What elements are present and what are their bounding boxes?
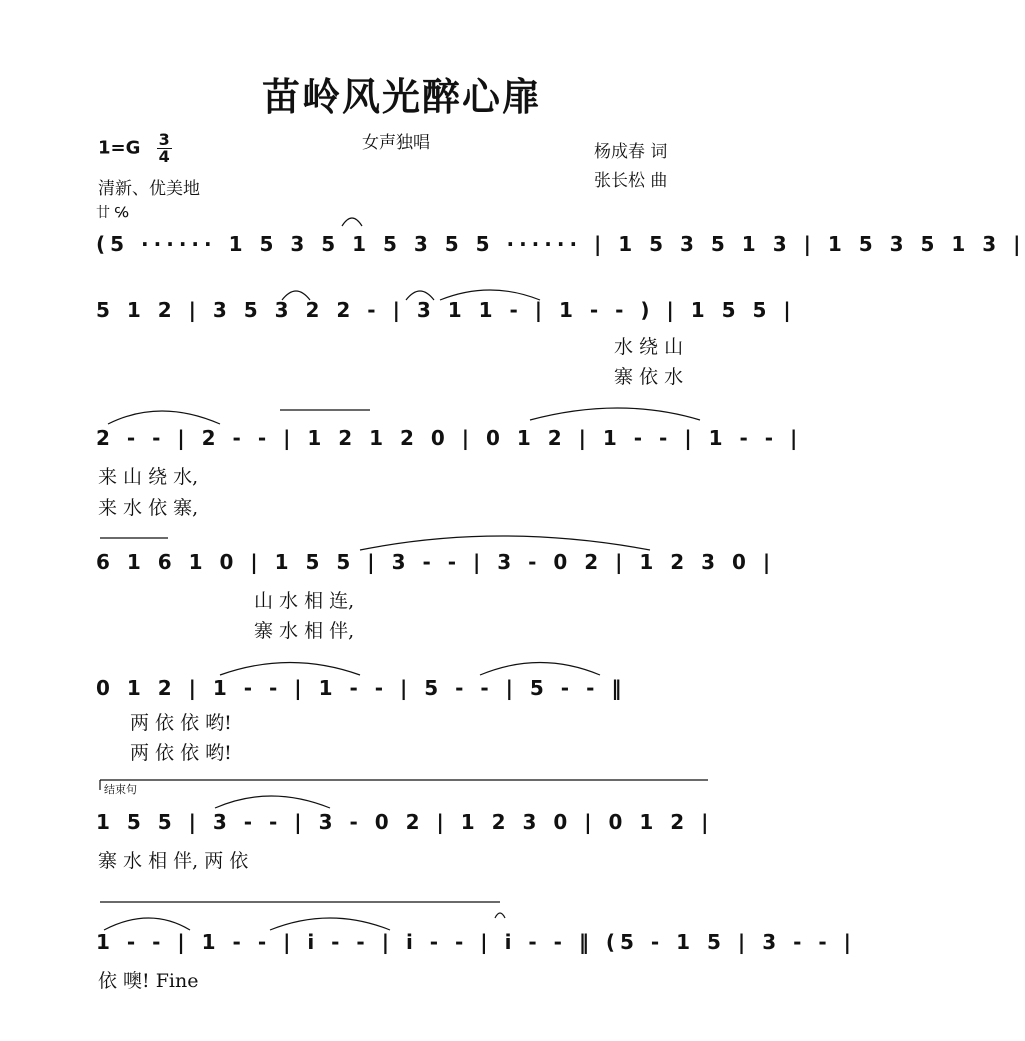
notation-line: 1 5 5 | 3 - - | 3 - 0 2 | 1 2 3 0 | 0 1 2 |: [96, 810, 714, 834]
lyric-line-2: 寨 依 水: [614, 366, 684, 388]
slur: [215, 796, 330, 808]
slur: [406, 291, 434, 300]
notation-line: 6 1 6 1 0 | 1 5 5 | 3 - - | 3 - 0 2 | 1 2 3 0 |: [96, 550, 776, 574]
ornament-mark: 廿 ℅: [96, 205, 129, 221]
notation-line: 5 1 2 | 3 5 3 2 2 - | 3 1 1 - | 1 - - ) | 1 5 5 |: [96, 298, 796, 322]
lyric-line-1: 两 依 依 哟!: [130, 712, 232, 734]
key-label: 1=G: [98, 137, 141, 159]
composer-credit: 张长松 曲: [594, 171, 668, 191]
notation-line: (5 ······ 1 5 3 5 1 5 3 5 5 ······ | 1 5 3 5 1 3 | 1 5 3 5 1 3 |: [96, 232, 1025, 256]
slur: [480, 663, 600, 676]
lyricist-credit: 杨成春 词: [594, 142, 668, 162]
slur: [104, 918, 190, 930]
notation-line: 1 - - | 1 - - | i - - | i - - | i - - ‖ (5 - 1 5 | 3 - - |: [96, 930, 856, 954]
lyric-line-1: 水 绕 山: [614, 336, 684, 358]
slur: [440, 290, 540, 300]
lyric-line-2: 来 水 依 寨,: [98, 497, 199, 519]
performance-subtitle: 女声独唱: [362, 133, 430, 153]
lyric-line-2: 寨 水 相 伴,: [254, 620, 355, 642]
slur: [108, 411, 220, 424]
slur: [282, 291, 310, 300]
lyric-line-2: 两 依 依 哟!: [130, 742, 232, 764]
tempo-marking: 清新、优美地: [98, 179, 200, 199]
ending-bracket-label: 结束句: [104, 783, 137, 796]
slur: [342, 218, 362, 226]
time-sig-numerator: 3: [158, 130, 170, 149]
slur: [360, 536, 650, 550]
slur: [270, 918, 390, 930]
slur: [530, 408, 700, 420]
song-title: 苗岭风光醉心扉: [262, 75, 543, 119]
notation-line: 0 1 2 | 1 - - | 1 - - | 5 - - | 5 - - ‖: [96, 676, 627, 700]
notation-line: 2 - - | 2 - - | 1 2 1 2 0 | 0 1 2 | 1 - - | 1 - - |: [96, 426, 803, 450]
lyric-line-1: 依 噢! Fine: [98, 970, 199, 992]
time-sig-denominator: 4: [158, 147, 170, 166]
lyric-line-1: 山 水 相 连,: [254, 590, 355, 612]
fermata: [495, 913, 505, 918]
lyric-line-1: 寨 水 相 伴, 两 依: [98, 850, 249, 872]
slur: [220, 663, 360, 676]
lyric-line-1: 来 山 绕 水,: [98, 466, 199, 488]
